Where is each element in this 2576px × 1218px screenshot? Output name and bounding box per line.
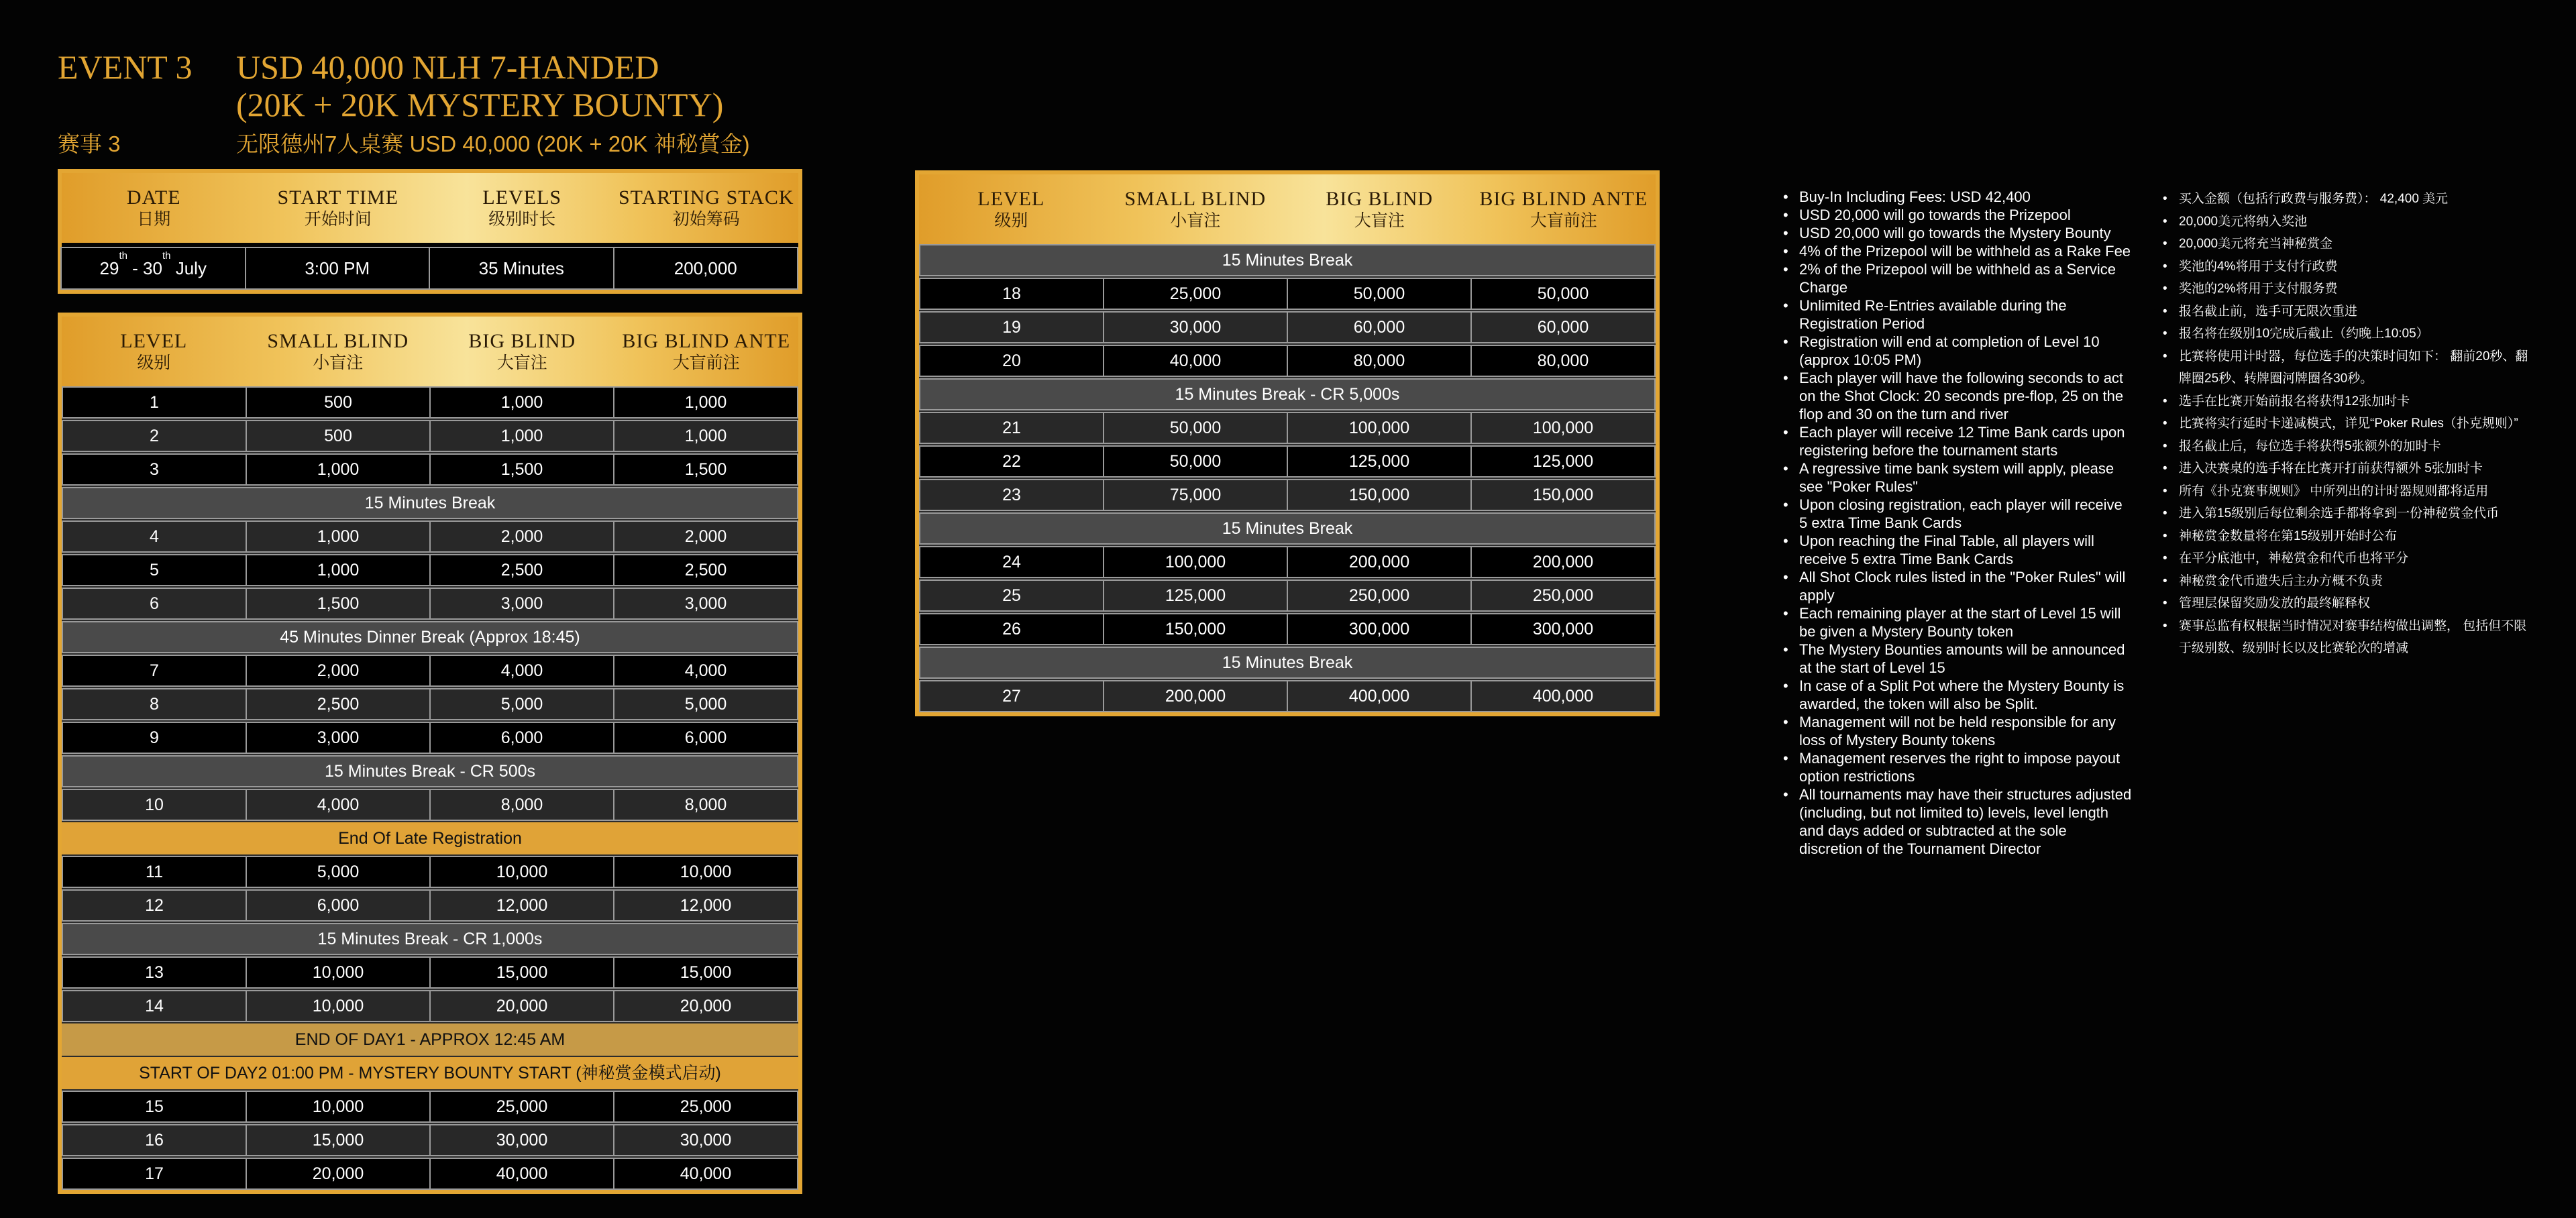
- row-label: 15 Minutes Break: [62, 487, 798, 519]
- level-cell: 12: [62, 889, 247, 922]
- small-blind-cell: 20,000: [246, 1158, 431, 1190]
- ante-cell: 60,000: [1470, 311, 1656, 343]
- big-blind-cell: 200,000: [1287, 546, 1472, 578]
- small-blind-cell: 25,000: [1103, 278, 1288, 310]
- header-big-blind-ante: BIG BLIND ANTE 大盲前注: [622, 329, 791, 372]
- small-blind-cell: 15,000: [246, 1124, 431, 1156]
- event-number-cn: 赛事 3: [58, 131, 121, 156]
- level-cell: 22: [919, 445, 1104, 478]
- level-cell: 17: [62, 1158, 247, 1190]
- ante-cell: 8,000: [613, 789, 798, 821]
- row-label: 15 Minutes Break - CR 5,000s: [919, 378, 1656, 410]
- info-table-header: [62, 173, 798, 243]
- table-row: [62, 554, 798, 586]
- big-blind-cell: 125,000: [1287, 445, 1472, 478]
- big-blind-cell: 4,000: [429, 655, 614, 687]
- table-row: [62, 420, 798, 452]
- level-cell: 20: [919, 345, 1104, 377]
- header-big-blind: BIG BLIND 大盲注: [468, 329, 576, 372]
- small-blind-cell: 30,000: [1103, 311, 1288, 343]
- ante-cell: 150,000: [1470, 479, 1656, 511]
- note-item: • Each player will have the following seconds to act on the Shot Clock: 20 seconds pre-flop, 25 on the flop and 30 on the turn and river: [1783, 369, 2132, 423]
- note-item: • A regressive time bank system will apply, please see "Poker Rules": [1783, 459, 2132, 496]
- note-item: • 神秘赏金数量将在第15级别开始时公布: [2163, 525, 2538, 548]
- table-row: [62, 789, 798, 821]
- ante-cell: 40,000: [613, 1158, 798, 1190]
- small-blind-cell: 1,000: [246, 520, 431, 553]
- ante-cell: 5,000: [613, 688, 798, 720]
- header-small-blind: SMALL BLIND 小盲注: [267, 329, 409, 372]
- level-cell: 26: [919, 613, 1104, 645]
- big-blind-cell: 40,000: [429, 1158, 614, 1190]
- table-row: [62, 688, 798, 720]
- note-item: • 奖池的2%将用于支付服务费: [2163, 278, 2538, 300]
- break-row: [919, 244, 1656, 276]
- small-blind-cell: 10,000: [246, 1091, 431, 1123]
- table-row: [62, 1091, 798, 1123]
- ante-cell: 30,000: [613, 1124, 798, 1156]
- header-starting-stack: STARTING STACK 初始筹码: [618, 186, 794, 229]
- note-item: • 在平分底池中，神秘赏金和代币也将平分: [2163, 547, 2538, 570]
- big-blind-cell: 300,000: [1287, 613, 1472, 645]
- small-blind-cell: 3,000: [246, 722, 431, 754]
- ante-cell: 2,500: [613, 554, 798, 586]
- blinds-rows: [62, 386, 798, 1190]
- ante-cell: 125,000: [1470, 445, 1656, 478]
- break-row: [62, 755, 798, 787]
- big-blind-cell: 3,000: [429, 588, 614, 620]
- big-blind-cell: 50,000: [1287, 278, 1472, 310]
- table-row: [62, 655, 798, 687]
- note-item: • 报名截止前，选手可无限次重进: [2163, 300, 2538, 323]
- break-row: [62, 621, 798, 653]
- table-row: [62, 1124, 798, 1156]
- note-item: • 奖池的4%将用于支付行政费: [2163, 256, 2538, 278]
- small-blind-cell: 75,000: [1103, 479, 1288, 511]
- ante-cell: 50,000: [1470, 278, 1656, 310]
- big-blind-cell: 30,000: [429, 1124, 614, 1156]
- big-blind-cell: 6,000: [429, 722, 614, 754]
- level-cell: 16: [62, 1124, 247, 1156]
- header-level: LEVEL 级别: [977, 187, 1045, 230]
- small-blind-cell: 4,000: [246, 789, 431, 821]
- event-title: [58, 48, 863, 161]
- big-blind-cell: 12,000: [429, 889, 614, 922]
- header-big-blind-ante: BIG BLIND ANTE 大盲前注: [1479, 187, 1648, 230]
- table-row: [62, 856, 798, 888]
- table-row: [919, 680, 1656, 712]
- event-name-line1: USD 40,000 NLH 7-HANDED: [236, 48, 659, 86]
- small-blind-cell: 5,000: [246, 856, 431, 888]
- starting-stack-value: 200,000: [613, 247, 799, 290]
- small-blind-cell: 10,000: [246, 956, 431, 989]
- note-item: • Management will not be held responsible for any loss of Mystery Bounty tokens: [1783, 713, 2132, 749]
- ante-cell: 20,000: [613, 990, 798, 1022]
- note-item: • Unlimited Re-Entries available during the Registration Period: [1783, 296, 2132, 333]
- header-level: LEVEL 级别: [120, 329, 188, 372]
- blinds-header: [919, 174, 1656, 244]
- row-label: 15 Minutes Break: [919, 512, 1656, 545]
- level-cell: 24: [919, 546, 1104, 578]
- table-row: [62, 588, 798, 620]
- big-blind-cell: 250,000: [1287, 579, 1472, 612]
- table-row: [62, 722, 798, 754]
- small-blind-cell: 125,000: [1103, 579, 1288, 612]
- note-item: • 报名将在级别10完成后截止（约晚上10:05）: [2163, 323, 2538, 345]
- big-blind-cell: 5,000: [429, 688, 614, 720]
- note-item: • 管理层保留奖励发放的最终解释权: [2163, 592, 2538, 615]
- table-row: [919, 278, 1656, 310]
- level-cell: 23: [919, 479, 1104, 511]
- ante-cell: 400,000: [1470, 680, 1656, 712]
- note-item: • The Mystery Bounties amounts will be announced at the start of Level 15: [1783, 641, 2132, 677]
- small-blind-cell: 1,000: [246, 554, 431, 586]
- level-cell: 3: [62, 453, 247, 486]
- level-cell: 4: [62, 520, 247, 553]
- big-blind-cell: 1,500: [429, 453, 614, 486]
- ante-cell: 2,000: [613, 520, 798, 553]
- note-item: • All Shot Clock rules listed in the "Poker Rules" will apply: [1783, 568, 2132, 604]
- row-label: 15 Minutes Break: [919, 244, 1656, 276]
- big-blind-cell: 100,000: [1287, 412, 1472, 444]
- table-row: [919, 311, 1656, 343]
- level-cell: 13: [62, 956, 247, 989]
- row-label: 15 Minutes Break: [919, 647, 1656, 679]
- header-small-blind: SMALL BLIND 小盲注: [1124, 187, 1267, 230]
- header-big-blind: BIG BLIND 大盲注: [1326, 187, 1434, 230]
- note-item: • USD 20,000 will go towards the Mystery Bounty: [1783, 224, 2132, 242]
- break-row: [919, 647, 1656, 679]
- level-cell: 1: [62, 386, 247, 419]
- note-item: • All tournaments may have their structures adjusted (including, but not limited to) levels, level length and days added or subtracted at the sole discretion of the Tournament Director: [1783, 785, 2132, 858]
- note-item: • 20,000美元将纳入奖池: [2163, 211, 2538, 233]
- small-blind-cell: 50,000: [1103, 412, 1288, 444]
- note-item: • 2% of the Prizepool will be withheld as a Service Charge: [1783, 260, 2132, 296]
- big-blind-cell: 1,000: [429, 420, 614, 452]
- note-item: • Each player will receive 12 Time Bank cards upon registering before the tournament starts: [1783, 423, 2132, 459]
- note-item: • In case of a Split Pot where the Mystery Bounty is awarded, the token will also be Split.: [1783, 677, 2132, 713]
- ante-cell: 1,500: [613, 453, 798, 486]
- big-blind-cell: 150,000: [1287, 479, 1472, 511]
- big-blind-cell: 2,000: [429, 520, 614, 553]
- ante-cell: 15,000: [613, 956, 798, 989]
- ante-cell: 1,000: [613, 386, 798, 419]
- note-item: • 报名截止后，每位选手将获得5张额外的加时卡: [2163, 435, 2538, 458]
- big-blind-cell: 2,500: [429, 554, 614, 586]
- table-row: [62, 889, 798, 922]
- event-number: EVENT 3: [58, 48, 193, 86]
- ante-cell: 4,000: [613, 655, 798, 687]
- row-label: 15 Minutes Break - CR 1,000s: [62, 923, 798, 955]
- ante-cell: 250,000: [1470, 579, 1656, 612]
- note-item: • 比赛将使用计时器，每位选手的决策时间如下： 翻前20秒、翻牌圈25秒、转牌圈河牌圈各30秒。: [2163, 345, 2538, 390]
- small-blind-cell: 500: [246, 386, 431, 419]
- level-cell: 6: [62, 588, 247, 620]
- small-blind-cell: 40,000: [1103, 345, 1288, 377]
- small-blind-cell: 200,000: [1103, 680, 1288, 712]
- ante-cell: 12,000: [613, 889, 798, 922]
- table-row: [919, 412, 1656, 444]
- blinds-rows: [919, 244, 1656, 712]
- milestone-row: [62, 822, 798, 854]
- big-blind-cell: 20,000: [429, 990, 614, 1022]
- row-label: 45 Minutes Dinner Break (Approx 18:45): [62, 621, 798, 653]
- levels-value: 35 Minutes: [429, 247, 614, 290]
- table-row: [62, 1158, 798, 1190]
- milestone-row: [62, 1023, 798, 1056]
- note-item: • Upon closing registration, each player will receive 5 extra Time Bank Cards: [1783, 496, 2132, 532]
- level-cell: 21: [919, 412, 1104, 444]
- note-item: • 4% of the Prizepool will be withheld as a Rake Fee: [1783, 242, 2132, 260]
- note-item: • 神秘赏金代币遗失后主办方概不负责: [2163, 570, 2538, 593]
- milestone-row: [62, 1057, 798, 1089]
- table-row: [62, 386, 798, 419]
- table-row: [919, 579, 1656, 612]
- note-item: • 比赛将实行延时卡递减模式，详见“Poker Rules（扑克规则）”: [2163, 412, 2538, 435]
- table-row: [62, 520, 798, 553]
- big-blind-cell: 10,000: [429, 856, 614, 888]
- info-row: [62, 243, 798, 290]
- note-item: • Management reserves the right to impose payout option restrictions: [1783, 749, 2132, 785]
- level-cell: 9: [62, 722, 247, 754]
- note-item: • 进入第15级别后每位剩余选手都将拿到一份神秘赏金代币: [2163, 502, 2538, 525]
- ante-cell: 6,000: [613, 722, 798, 754]
- header-start-time: START TIME 开始时间: [277, 186, 399, 229]
- small-blind-cell: 1,000: [246, 453, 431, 486]
- big-blind-cell: 25,000: [429, 1091, 614, 1123]
- start-time-value: 3:00 PM: [245, 247, 431, 290]
- small-blind-cell: 6,000: [246, 889, 431, 922]
- row-label: END OF DAY1 - APPROX 12:45 AM: [62, 1023, 798, 1056]
- ante-cell: 10,000: [613, 856, 798, 888]
- note-item: • Each remaining player at the start of Level 15 will be given a Mystery Bounty token: [1783, 604, 2132, 641]
- ante-cell: 3,000: [613, 588, 798, 620]
- level-cell: 18: [919, 278, 1104, 310]
- break-row: [62, 923, 798, 955]
- level-cell: 5: [62, 554, 247, 586]
- level-cell: 10: [62, 789, 247, 821]
- ante-cell: 25,000: [613, 1091, 798, 1123]
- small-blind-cell: 1,500: [246, 588, 431, 620]
- note-item: • 20,000美元将充当神秘赏金: [2163, 233, 2538, 256]
- small-blind-cell: 500: [246, 420, 431, 452]
- level-cell: 15: [62, 1091, 247, 1123]
- table-row: [919, 445, 1656, 478]
- level-cell: 2: [62, 420, 247, 452]
- break-row: [62, 487, 798, 519]
- level-cell: 19: [919, 311, 1104, 343]
- note-item: • 进入决赛桌的选手将在比赛开打前获得额外 5张加时卡: [2163, 457, 2538, 480]
- note-item: • 选手在比赛开始前报名将获得12张加时卡: [2163, 390, 2538, 413]
- note-item: • 赛事总监有权根据当时情况对赛事结构做出调整， 包括但不限于级别数、级别时长以及比赛轮次的增减: [2163, 615, 2538, 660]
- level-cell: 14: [62, 990, 247, 1022]
- date-value: 29th - 30th July: [60, 247, 246, 290]
- note-item: • 买入金额（包括行政费与服务费）： 42,400 美元: [2163, 188, 2538, 211]
- break-row: [919, 512, 1656, 545]
- level-cell: 11: [62, 856, 247, 888]
- table-row: [62, 990, 798, 1022]
- header-levels: LEVELS 级别时长: [482, 186, 562, 229]
- big-blind-cell: 15,000: [429, 956, 614, 989]
- table-row: [919, 613, 1656, 645]
- table-row: [919, 546, 1656, 578]
- row-label: 15 Minutes Break - CR 500s: [62, 755, 798, 787]
- table-row: [62, 956, 798, 989]
- small-blind-cell: 150,000: [1103, 613, 1288, 645]
- notes-chinese: [2163, 188, 2538, 660]
- small-blind-cell: 2,000: [246, 655, 431, 687]
- note-item: • Upon reaching the Final Table, all players will receive 5 extra Time Bank Cards: [1783, 532, 2132, 568]
- big-blind-cell: 80,000: [1287, 345, 1472, 377]
- note-item: • USD 20,000 will go towards the Prizepool: [1783, 206, 2132, 224]
- row-label: End Of Late Registration: [62, 822, 798, 854]
- blinds-header: [62, 317, 798, 386]
- notes-english: [1783, 188, 2132, 858]
- note-item: • Registration will end at completion of Level 10 (approx 10:05 PM): [1783, 333, 2132, 369]
- ante-cell: 200,000: [1470, 546, 1656, 578]
- note-item: • Buy-In Including Fees: USD 42,400: [1783, 188, 2132, 206]
- small-blind-cell: 50,000: [1103, 445, 1288, 478]
- header-date: DATE 日期: [126, 186, 181, 229]
- blind-structure-table-1: [58, 313, 802, 1194]
- big-blind-cell: 8,000: [429, 789, 614, 821]
- level-cell: 27: [919, 680, 1104, 712]
- level-cell: 25: [919, 579, 1104, 612]
- ante-cell: 300,000: [1470, 613, 1656, 645]
- small-blind-cell: 100,000: [1103, 546, 1288, 578]
- small-blind-cell: 10,000: [246, 990, 431, 1022]
- small-blind-cell: 2,500: [246, 688, 431, 720]
- ante-cell: 80,000: [1470, 345, 1656, 377]
- big-blind-cell: 60,000: [1287, 311, 1472, 343]
- blind-structure-table-2: [915, 170, 1660, 716]
- table-row: [62, 453, 798, 486]
- big-blind-cell: 1,000: [429, 386, 614, 419]
- ante-cell: 1,000: [613, 420, 798, 452]
- event-name-line2: (20K + 20K MYSTERY BOUNTY): [236, 86, 724, 123]
- event-info-table: [58, 169, 802, 294]
- level-cell: 7: [62, 655, 247, 687]
- break-row: [919, 378, 1656, 410]
- level-cell: 8: [62, 688, 247, 720]
- table-row: [919, 479, 1656, 511]
- note-item: • 所有《扑克赛事规则》 中所列出的计时器规则都将适用: [2163, 480, 2538, 503]
- row-label: START OF DAY2 01:00 PM - MYSTERY BOUNTY START (神秘赏金模式启动): [62, 1057, 798, 1089]
- big-blind-cell: 400,000: [1287, 680, 1472, 712]
- table-row: [919, 345, 1656, 377]
- ante-cell: 100,000: [1470, 412, 1656, 444]
- event-name-cn: 无限德州7人桌赛 USD 40,000 (20K + 20K 神秘賞金): [236, 131, 750, 156]
